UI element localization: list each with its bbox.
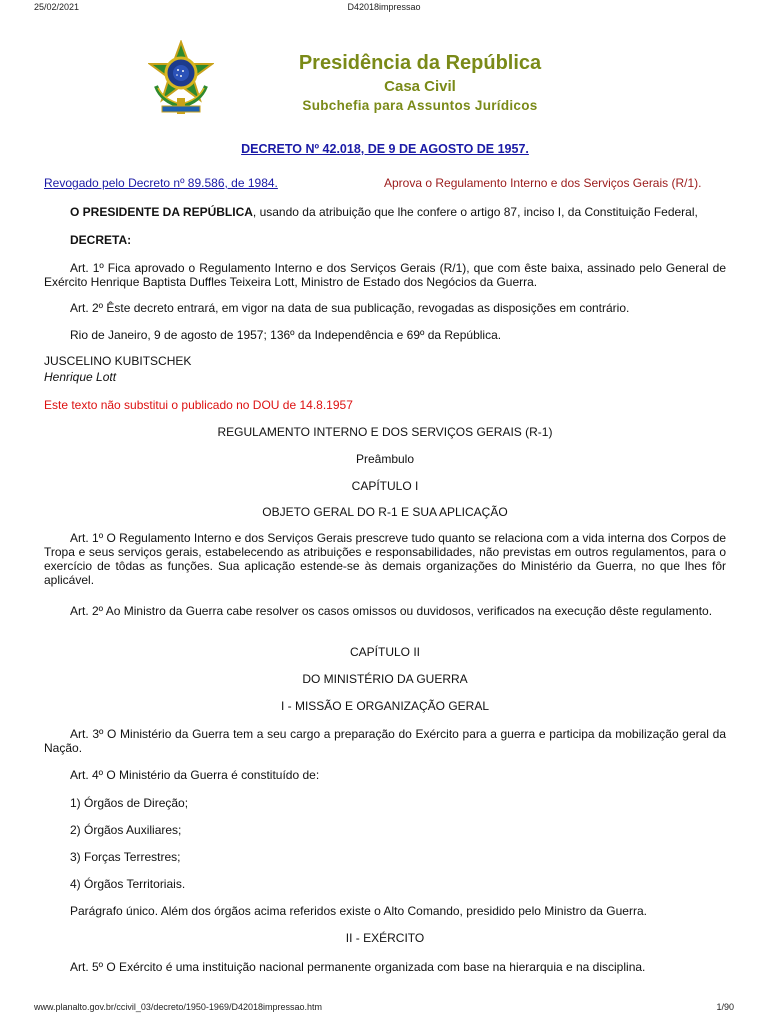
president-label: O PRESIDENTE DA REPÚBLICA xyxy=(70,205,253,219)
chapter-2-heading: CAPÍTULO II xyxy=(349,645,420,659)
print-date: 25/02/2021 xyxy=(34,2,80,12)
section-1-heading: I - MISSÃO E ORGANIZAÇÃO GERAL xyxy=(280,699,490,713)
place-date: Rio de Janeiro, 9 de agosto de 1957; 136º da Independência e 69º da República. xyxy=(70,328,502,342)
sole-paragraph: Parágrafo único. Além dos órgãos acima referidos existe o Alto Comando, presidido pelo Ministro da Guerra. xyxy=(70,904,647,918)
regulation-article-3: Art. 3º O Ministério da Guerra tem a seu cargo a preparação do Exército para a guerra e participa da mobilização geral da Nação. xyxy=(44,727,726,755)
regulation-article-5: Art. 5º O Exército é uma instituição nacional permanente organizada com base na hierarquia e na disciplina. xyxy=(70,960,646,974)
decree-summary: Aprova o Regulamento Interno e dos Serviços Gerais (R/1). xyxy=(384,176,702,190)
revoked-by-link[interactable]: Revogado pelo Decreto nº 89.586, de 1984. xyxy=(44,176,278,190)
preamble-heading: Preâmbulo xyxy=(355,452,415,466)
list-item: 1) Órgãos de Direção; xyxy=(70,796,189,810)
site-header xyxy=(140,42,700,132)
print-page-number: 1/90 xyxy=(716,1002,734,1012)
chapter-1-title: OBJETO GERAL DO R-1 E SUA APLICAÇÃO xyxy=(262,505,508,519)
print-url: www.planalto.gov.br/ccivil_03/decreto/1950-1969/D42018impressao.htm xyxy=(34,1002,322,1012)
president-text: , usando da atribuição que lhe confere o artigo 87, inciso I, da Constituição Federal, xyxy=(252,205,698,219)
president-paragraph xyxy=(44,205,726,219)
chapter-1-heading: CAPÍTULO I xyxy=(351,479,419,493)
regulation-article-1: Art. 1º O Regulamento Interno e dos Serviços Gerais prescreve tudo quanto se relaciona com a vida interna dos Corpos de Tropa e seus serviços gerais, estabelecendo as atribuições e responsabilidades, não previstas em outros regulamentos, para o exercício de tôdas as funções. Sua aplicação estende-se às demais organizações do Ministério da Guerra, no que lhes fôr aplicável. xyxy=(44,531,726,587)
print-header xyxy=(34,2,734,16)
header-subtitle-2: Subchefia para Assuntos Jurídicos xyxy=(302,98,538,113)
decreta-heading: DECRETA: xyxy=(70,233,132,247)
regulation-title: REGULAMENTO INTERNO E DOS SERVIÇOS GERAIS (R-1) xyxy=(217,425,553,439)
list-item: 2) Órgãos Auxiliares; xyxy=(70,823,182,837)
list-item: 3) Forças Terrestres; xyxy=(70,850,181,864)
signer-president: JUSCELINO KUBITSCHEK xyxy=(44,354,192,368)
regulation-article-2: Art. 2º Ao Ministro da Guerra cabe resolver os casos omissos ou duvidosos, verificados na execução dêste regulamento. xyxy=(70,604,713,618)
print-footer xyxy=(34,1002,734,1016)
section-2-heading: II - EXÉRCITO xyxy=(345,931,425,945)
signer-minister: Henrique Lott xyxy=(44,370,117,384)
dou-notice: Este texto não substitui o publicado no DOU de 14.8.1957 xyxy=(44,398,353,412)
regulation-article-4: Art. 4º O Ministério da Guerra é constituído de: xyxy=(70,768,320,782)
decree-title-link[interactable]: DECRETO Nº 42.018, DE 9 DE AGOSTO DE 1957. xyxy=(241,142,529,156)
list-item: 4) Órgãos Territoriais. xyxy=(70,877,186,891)
chapter-2-title: DO MINISTÉRIO DA GUERRA xyxy=(302,672,468,686)
header-subtitle: Casa Civil xyxy=(384,78,456,95)
decree-article-1: Art. 1º Fica aprovado o Regulamento Interno e dos Serviços Gerais (R/1), que com êste baixa, assinado pelo General de Exército Henrique Baptista Duffles Teixeira Lott, Ministro de Estado dos Negócios da Guerra. xyxy=(44,261,726,289)
decree-article-2: Art. 2º Êste decreto entrará, em vigor na data de sua publicação, revogadas as disposições em contrário. xyxy=(70,301,630,315)
print-page-title: D42018impressao xyxy=(347,2,421,12)
header-title: Presidência da República xyxy=(298,52,542,74)
